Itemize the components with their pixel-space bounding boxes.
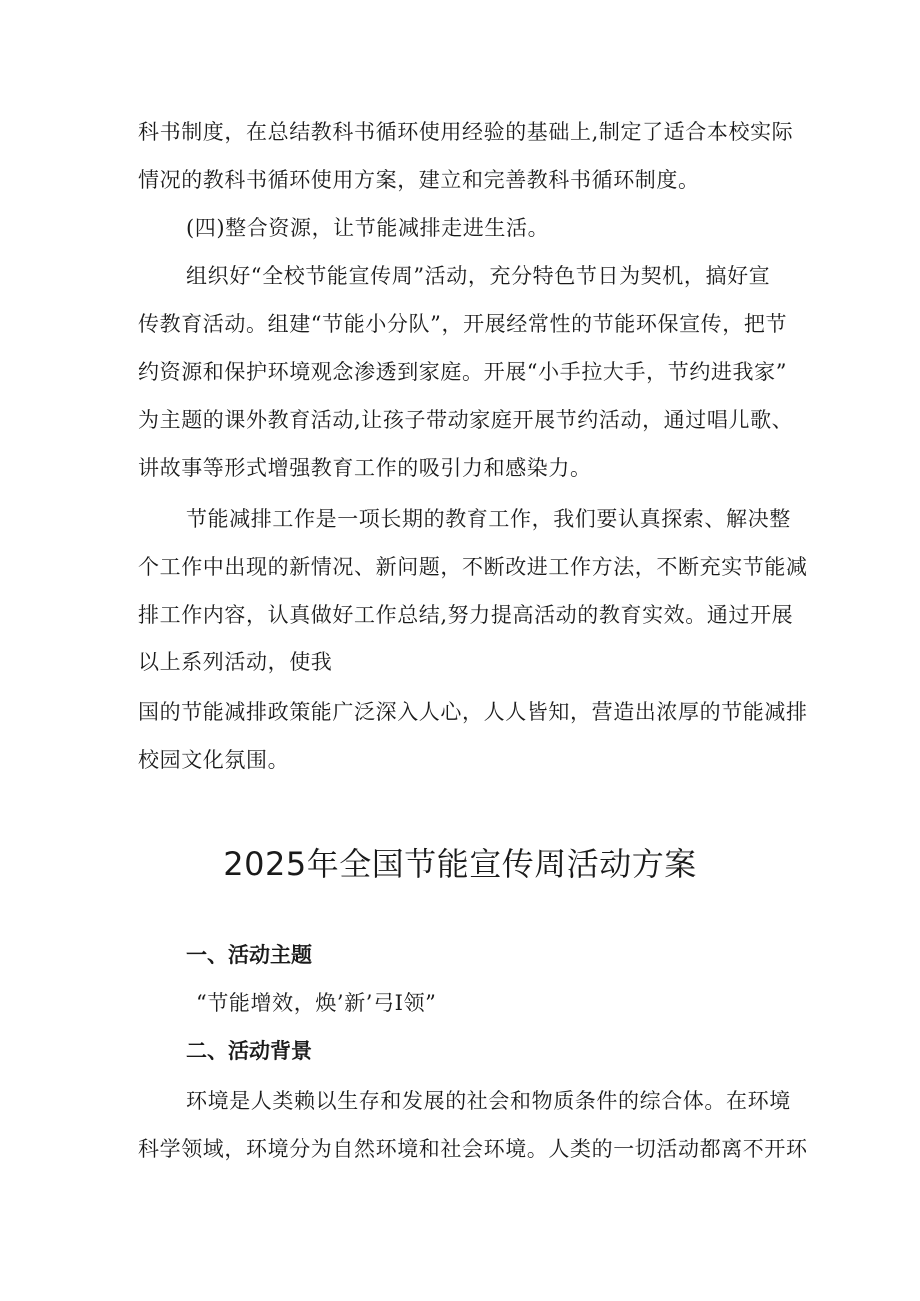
- paragraph-line: 情况的教科书循环使用方案，建立和完善教科书循环制度。: [138, 168, 700, 192]
- subsection-heading: (四)整合资源，让节能减排走进生活。: [186, 216, 550, 240]
- section-heading-background: 二、活动背景: [186, 1039, 312, 1063]
- document-title: 2025年全国节能宣传周活动方案: [223, 845, 697, 883]
- paragraph-line: 以上系列活动，使我: [138, 650, 333, 674]
- paragraph-line: 个工作中出现的新情况、新问题，不断改进工作方法，不断充实节能减: [138, 555, 808, 579]
- paragraph-line: 为主题的课外教育活动,让孩子带动家庭开展节约活动，通过唱儿歌、: [138, 408, 794, 432]
- paragraph-line: 科学领域，环境分为自然环境和社会环境。人类的一切活动都离不开环: [138, 1137, 808, 1161]
- paragraph-line: 节能减排工作是一项长期的教育工作，我们要认真探索、解决整: [186, 507, 791, 531]
- paragraph-line: 环境是人类赖以生存和发展的社会和物质条件的综合体。在环境: [186, 1089, 791, 1113]
- paragraph-line: 国的节能减排政策能广泛深入人心，人人皆知，营造出浓厚的节能减排: [138, 700, 808, 724]
- theme-slogan: “节能增效，焕’新’弓I领”: [196, 991, 437, 1015]
- paragraph-line: 校园文化氛围。: [138, 748, 290, 772]
- paragraph-line: 组织好“全校节能宣传周”活动，充分特色节日为契机，搞好宣: [186, 264, 771, 288]
- paragraph-line: 约资源和保护环境观念渗透到家庭。开展“小手拉大手，节约进我家”: [138, 360, 788, 384]
- paragraph-line: 传教育活动。组建“节能小分队”，开展经常性的节能环保宣传，把节: [138, 312, 788, 336]
- section-heading-theme: 一、活动主题: [186, 943, 312, 967]
- paragraph-line: 讲故事等形式增强教育工作的吸引力和感染力。: [138, 456, 592, 480]
- paragraph-line: 科书制度，在总结教科书循环使用经验的基础上,制定了适合本校实际: [138, 120, 794, 144]
- paragraph-line: 排工作内容，认真做好工作总结,努力提高活动的教育实效。通过开展: [138, 603, 794, 627]
